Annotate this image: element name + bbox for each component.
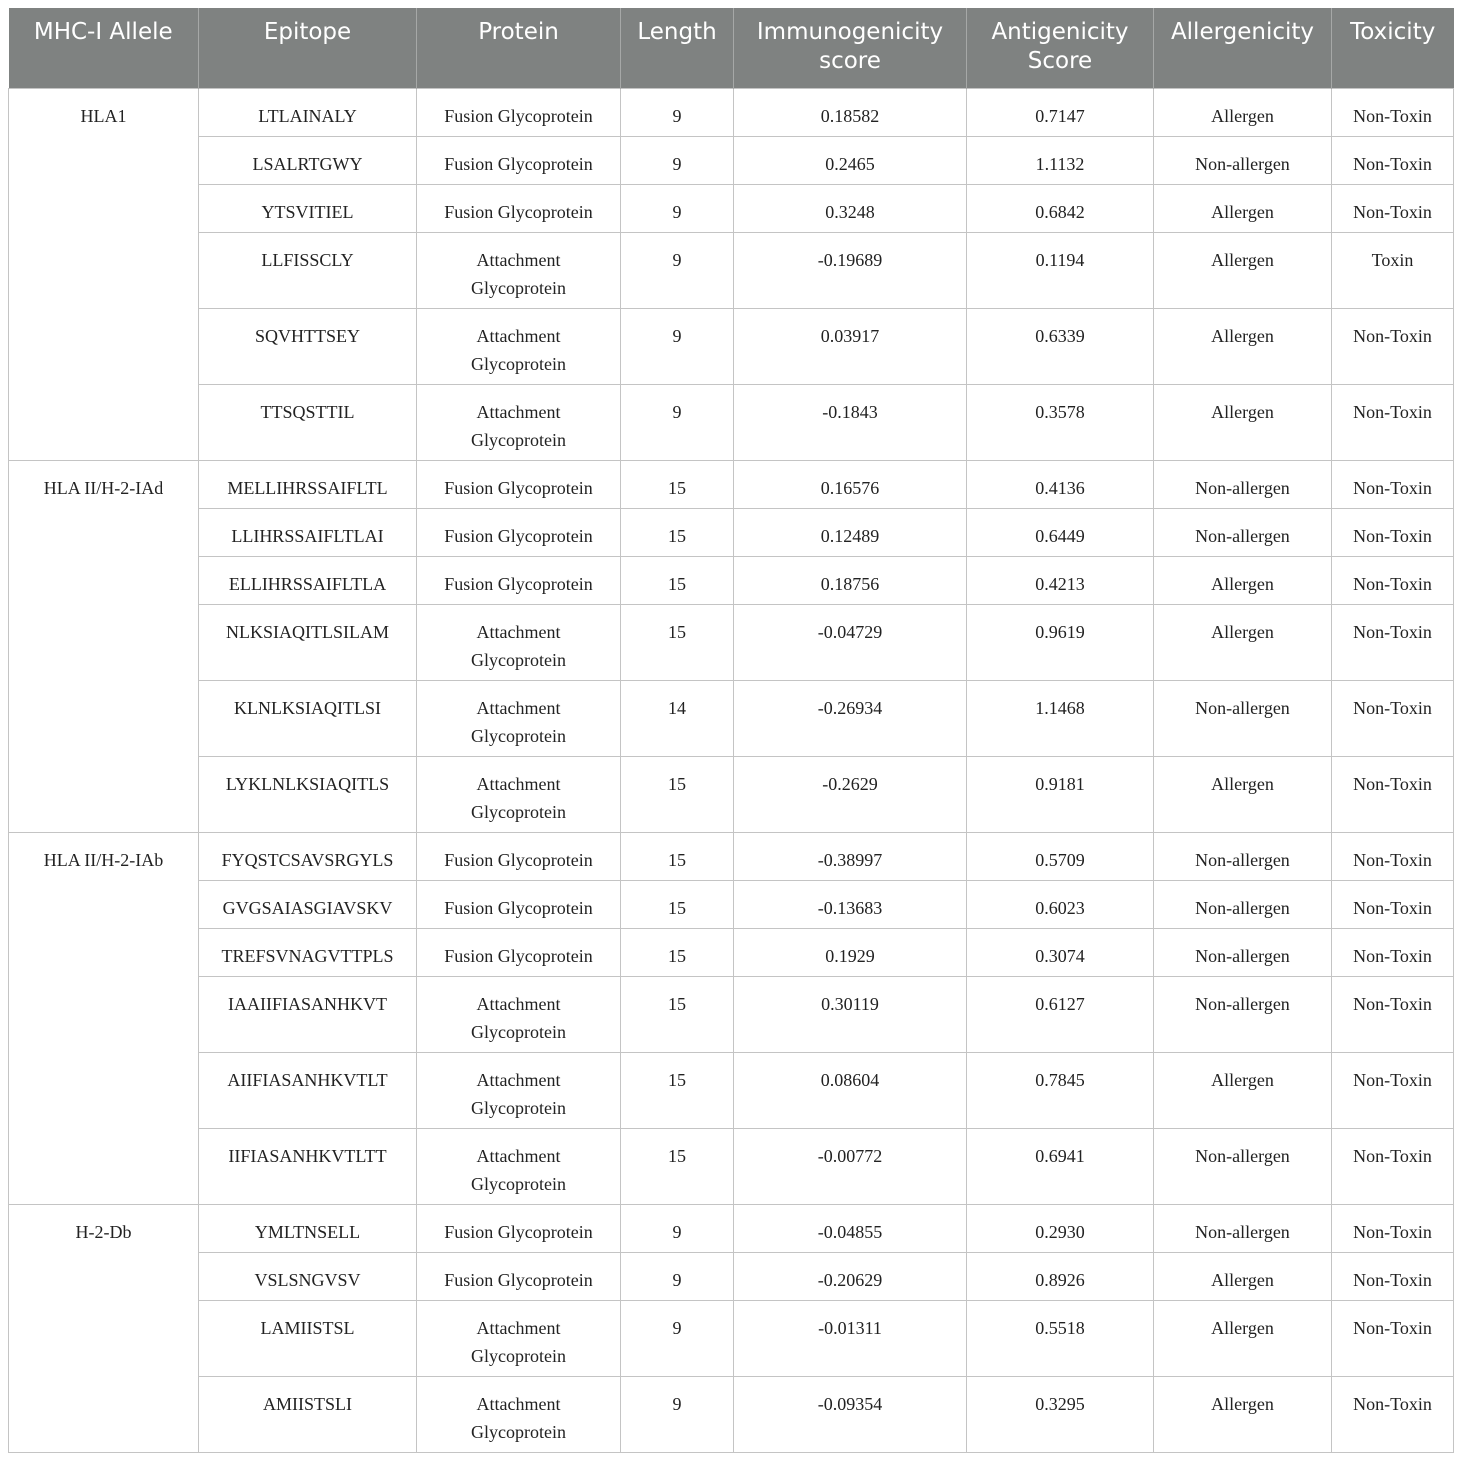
protein-text: Fusion Glycoprotein xyxy=(444,105,593,126)
epitope-cell: SQVHTTSEY xyxy=(199,308,417,384)
allergenicity-cell: Allergen xyxy=(1154,1052,1332,1128)
protein-text: Fusion Glycoprotein xyxy=(444,525,593,546)
allele-cell: HLA II/H-2-IAb xyxy=(9,832,199,1204)
epitope-cell: IAAIIFIASANHKVT xyxy=(199,976,417,1052)
toxicity-cell: Non-Toxin xyxy=(1332,1252,1454,1300)
antigenicity-cell: 0.6339 xyxy=(967,308,1154,384)
protein-text: Attachment Glycoprotein xyxy=(471,993,566,1042)
immunogenicity-cell: -0.20629 xyxy=(734,1252,967,1300)
protein-text: Attachment Glycoprotein xyxy=(471,1317,566,1366)
table-row xyxy=(9,1252,1454,1300)
protein-cell xyxy=(417,604,621,680)
protein-cell xyxy=(417,928,621,976)
length-cell: 9 xyxy=(621,308,734,384)
protein-text: Attachment Glycoprotein xyxy=(471,325,566,374)
antigenicity-cell: 0.6449 xyxy=(967,508,1154,556)
protein-cell xyxy=(417,756,621,832)
table-row xyxy=(9,880,1454,928)
antigenicity-cell: 1.1468 xyxy=(967,680,1154,756)
antigenicity-cell: 0.4213 xyxy=(967,556,1154,604)
protein-cell xyxy=(417,232,621,308)
toxicity-cell: Non-Toxin xyxy=(1332,508,1454,556)
table-row xyxy=(9,1128,1454,1204)
allergenicity-cell: Allergen xyxy=(1154,756,1332,832)
immunogenicity-cell: -0.04729 xyxy=(734,604,967,680)
toxicity-cell: Non-Toxin xyxy=(1332,1128,1454,1204)
allergenicity-cell: Allergen xyxy=(1154,232,1332,308)
immunogenicity-cell: 0.18756 xyxy=(734,556,967,604)
antigenicity-cell: 0.5709 xyxy=(967,832,1154,880)
protein-text: Attachment Glycoprotein xyxy=(471,1393,566,1442)
epitope-cell: LTLAINALY xyxy=(199,88,417,136)
antigenicity-cell: 0.3074 xyxy=(967,928,1154,976)
protein-cell xyxy=(417,184,621,232)
table-row xyxy=(9,832,1454,880)
length-cell: 15 xyxy=(621,756,734,832)
protein-cell xyxy=(417,1204,621,1252)
protein-text: Fusion Glycoprotein xyxy=(444,897,593,918)
allergenicity-cell: Non-allergen xyxy=(1154,832,1332,880)
protein-cell xyxy=(417,460,621,508)
protein-text: Attachment Glycoprotein xyxy=(471,697,566,746)
header-immunogenicity: Immunogenicity score xyxy=(734,8,967,88)
length-cell: 15 xyxy=(621,1128,734,1204)
allele-cell: H-2-Db xyxy=(9,1204,199,1452)
table-row xyxy=(9,88,1454,136)
toxicity-cell: Non-Toxin xyxy=(1332,1052,1454,1128)
immunogenicity-cell: -0.09354 xyxy=(734,1376,967,1452)
immunogenicity-cell: -0.13683 xyxy=(734,880,967,928)
protein-text: Fusion Glycoprotein xyxy=(444,849,593,870)
epitope-cell: IIFIASANHKVTLTT xyxy=(199,1128,417,1204)
epitope-cell: YMLTNSELL xyxy=(199,1204,417,1252)
toxicity-cell: Non-Toxin xyxy=(1332,680,1454,756)
allergenicity-cell: Non-allergen xyxy=(1154,1128,1332,1204)
length-cell: 15 xyxy=(621,460,734,508)
immunogenicity-cell: -0.00772 xyxy=(734,1128,967,1204)
protein-text: Attachment Glycoprotein xyxy=(471,249,566,298)
allergenicity-cell: Non-allergen xyxy=(1154,976,1332,1052)
table-body xyxy=(9,88,1454,1452)
antigenicity-cell: 0.4136 xyxy=(967,460,1154,508)
table-row xyxy=(9,680,1454,756)
epitope-cell: LSALRTGWY xyxy=(199,136,417,184)
protein-cell xyxy=(417,508,621,556)
toxicity-cell: Non-Toxin xyxy=(1332,832,1454,880)
protein-cell xyxy=(417,680,621,756)
protein-cell xyxy=(417,136,621,184)
length-cell: 9 xyxy=(621,88,734,136)
immunogenicity-cell: 0.03917 xyxy=(734,308,967,384)
immunogenicity-cell: -0.2629 xyxy=(734,756,967,832)
antigenicity-cell: 0.2930 xyxy=(967,1204,1154,1252)
table-row xyxy=(9,1300,1454,1376)
table-row xyxy=(9,1204,1454,1252)
antigenicity-cell: 1.1132 xyxy=(967,136,1154,184)
epitope-cell: YTSVITIEL xyxy=(199,184,417,232)
epitope-cell: MELLIHRSSAIFLTL xyxy=(199,460,417,508)
epitope-cell: LLIHRSSAIFLTLAI xyxy=(199,508,417,556)
allergenicity-cell: Allergen xyxy=(1154,1252,1332,1300)
toxicity-cell: Non-Toxin xyxy=(1332,184,1454,232)
allergenicity-cell: Non-allergen xyxy=(1154,460,1332,508)
epitope-cell: GVGSAIASGIAVSKV xyxy=(199,880,417,928)
immunogenicity-cell: 0.18582 xyxy=(734,88,967,136)
allergenicity-cell: Allergen xyxy=(1154,184,1332,232)
length-cell: 15 xyxy=(621,976,734,1052)
epitope-cell: AMIISTSLI xyxy=(199,1376,417,1452)
length-cell: 9 xyxy=(621,1300,734,1376)
header-row xyxy=(9,8,1454,88)
toxicity-cell: Non-Toxin xyxy=(1332,1376,1454,1452)
immunogenicity-cell: -0.19689 xyxy=(734,232,967,308)
toxicity-cell: Non-Toxin xyxy=(1332,556,1454,604)
length-cell: 9 xyxy=(621,232,734,308)
epitope-cell: FYQSTCSAVSRGYLS xyxy=(199,832,417,880)
length-cell: 15 xyxy=(621,880,734,928)
header-antigenicity: Antigenicity Score xyxy=(967,8,1154,88)
protein-text: Attachment Glycoprotein xyxy=(471,1069,566,1118)
epitope-cell: LAMIISTSL xyxy=(199,1300,417,1376)
antigenicity-cell: 0.8926 xyxy=(967,1252,1154,1300)
epitope-cell: TTSQSTTIL xyxy=(199,384,417,460)
antigenicity-cell: 0.7845 xyxy=(967,1052,1154,1128)
antigenicity-cell: 0.1194 xyxy=(967,232,1154,308)
protein-cell xyxy=(417,976,621,1052)
toxicity-cell: Non-Toxin xyxy=(1332,1300,1454,1376)
header-toxicity: Toxicity xyxy=(1332,8,1454,88)
allergenicity-cell: Non-allergen xyxy=(1154,880,1332,928)
toxicity-cell: Non-Toxin xyxy=(1332,976,1454,1052)
length-cell: 9 xyxy=(621,184,734,232)
epitope-cell: NLKSIAQITLSILAM xyxy=(199,604,417,680)
length-cell: 15 xyxy=(621,604,734,680)
protein-cell xyxy=(417,384,621,460)
header-length: Length xyxy=(621,8,734,88)
protein-cell xyxy=(417,1128,621,1204)
epitope-cell: LYKLNLKSIAQITLS xyxy=(199,756,417,832)
table-row xyxy=(9,1376,1454,1452)
table-row xyxy=(9,308,1454,384)
table-row xyxy=(9,460,1454,508)
length-cell: 15 xyxy=(621,1052,734,1128)
table-row xyxy=(9,976,1454,1052)
length-cell: 9 xyxy=(621,1204,734,1252)
allergenicity-cell: Allergen xyxy=(1154,1300,1332,1376)
immunogenicity-cell: 0.1929 xyxy=(734,928,967,976)
immunogenicity-cell: 0.2465 xyxy=(734,136,967,184)
table-row xyxy=(9,556,1454,604)
header-allele: MHC-I Allele xyxy=(9,8,199,88)
antigenicity-cell: 0.3295 xyxy=(967,1376,1154,1452)
allergenicity-cell: Non-allergen xyxy=(1154,136,1332,184)
table-row xyxy=(9,184,1454,232)
immunogenicity-cell: -0.38997 xyxy=(734,832,967,880)
header-epitope: Epitope xyxy=(199,8,417,88)
length-cell: 9 xyxy=(621,1376,734,1452)
protein-cell xyxy=(417,1052,621,1128)
table-row xyxy=(9,384,1454,460)
antigenicity-cell: 0.6941 xyxy=(967,1128,1154,1204)
protein-text: Fusion Glycoprotein xyxy=(444,201,593,222)
epitope-table xyxy=(8,8,1454,1453)
header-allergenicity: Allergenicity xyxy=(1154,8,1332,88)
allergenicity-cell: Non-allergen xyxy=(1154,680,1332,756)
antigenicity-cell: 0.3578 xyxy=(967,384,1154,460)
toxicity-cell: Non-Toxin xyxy=(1332,604,1454,680)
table-row xyxy=(9,232,1454,308)
allergenicity-cell: Allergen xyxy=(1154,556,1332,604)
allergenicity-cell: Allergen xyxy=(1154,384,1332,460)
allergenicity-cell: Non-allergen xyxy=(1154,928,1332,976)
allergenicity-cell: Allergen xyxy=(1154,1376,1332,1452)
allergenicity-cell: Non-allergen xyxy=(1154,1204,1332,1252)
protein-cell xyxy=(417,1252,621,1300)
allergenicity-cell: Allergen xyxy=(1154,604,1332,680)
allele-cell: HLA II/H-2-IAd xyxy=(9,460,199,832)
immunogenicity-cell: 0.12489 xyxy=(734,508,967,556)
epitope-cell: TREFSVNAGVTTPLS xyxy=(199,928,417,976)
antigenicity-cell: 0.6023 xyxy=(967,880,1154,928)
protein-text: Fusion Glycoprotein xyxy=(444,153,593,174)
protein-cell xyxy=(417,556,621,604)
toxicity-cell: Non-Toxin xyxy=(1332,460,1454,508)
protein-cell xyxy=(417,1300,621,1376)
table-row xyxy=(9,756,1454,832)
epitope-cell: KLNLKSIAQITLSI xyxy=(199,680,417,756)
toxicity-cell: Non-Toxin xyxy=(1332,384,1454,460)
allergenicity-cell: Non-allergen xyxy=(1154,508,1332,556)
protein-text: Attachment Glycoprotein xyxy=(471,1145,566,1194)
length-cell: 15 xyxy=(621,508,734,556)
epitope-cell: VSLSNGVSV xyxy=(199,1252,417,1300)
immunogenicity-cell: -0.01311 xyxy=(734,1300,967,1376)
toxicity-cell: Toxin xyxy=(1332,232,1454,308)
immunogenicity-cell: 0.08604 xyxy=(734,1052,967,1128)
toxicity-cell: Non-Toxin xyxy=(1332,308,1454,384)
protein-text: Attachment Glycoprotein xyxy=(471,621,566,670)
header-protein: Protein xyxy=(417,8,621,88)
protein-cell xyxy=(417,880,621,928)
protein-text: Fusion Glycoprotein xyxy=(444,1221,593,1242)
protein-text: Attachment Glycoprotein xyxy=(471,773,566,822)
antigenicity-cell: 0.6127 xyxy=(967,976,1154,1052)
toxicity-cell: Non-Toxin xyxy=(1332,756,1454,832)
antigenicity-cell: 0.9619 xyxy=(967,604,1154,680)
antigenicity-cell: 0.7147 xyxy=(967,88,1154,136)
protein-cell xyxy=(417,832,621,880)
protein-text: Fusion Glycoprotein xyxy=(444,477,593,498)
table-row xyxy=(9,604,1454,680)
protein-text: Fusion Glycoprotein xyxy=(444,573,593,594)
toxicity-cell: Non-Toxin xyxy=(1332,928,1454,976)
toxicity-cell: Non-Toxin xyxy=(1332,880,1454,928)
protein-cell xyxy=(417,88,621,136)
length-cell: 15 xyxy=(621,832,734,880)
table-row xyxy=(9,1052,1454,1128)
immunogenicity-cell: -0.1843 xyxy=(734,384,967,460)
table-row xyxy=(9,508,1454,556)
immunogenicity-cell: -0.26934 xyxy=(734,680,967,756)
immunogenicity-cell: 0.16576 xyxy=(734,460,967,508)
table-row xyxy=(9,136,1454,184)
allergenicity-cell: Allergen xyxy=(1154,88,1332,136)
allergenicity-cell: Allergen xyxy=(1154,308,1332,384)
immunogenicity-cell: 0.3248 xyxy=(734,184,967,232)
protein-text: Attachment Glycoprotein xyxy=(471,401,566,450)
immunogenicity-cell: 0.30119 xyxy=(734,976,967,1052)
length-cell: 14 xyxy=(621,680,734,756)
allele-cell: HLA1 xyxy=(9,88,199,460)
protein-text: Fusion Glycoprotein xyxy=(444,945,593,966)
length-cell: 15 xyxy=(621,928,734,976)
toxicity-cell: Non-Toxin xyxy=(1332,136,1454,184)
epitope-cell: AIIFIASANHKVTLT xyxy=(199,1052,417,1128)
protein-cell xyxy=(417,308,621,384)
antigenicity-cell: 0.5518 xyxy=(967,1300,1154,1376)
epitope-cell: LLFISSCLY xyxy=(199,232,417,308)
epitope-cell: ELLIHRSSAIFLTLA xyxy=(199,556,417,604)
length-cell: 9 xyxy=(621,136,734,184)
toxicity-cell: Non-Toxin xyxy=(1332,88,1454,136)
length-cell: 9 xyxy=(621,384,734,460)
antigenicity-cell: 0.9181 xyxy=(967,756,1154,832)
length-cell: 9 xyxy=(621,1252,734,1300)
antigenicity-cell: 0.6842 xyxy=(967,184,1154,232)
protein-text: Fusion Glycoprotein xyxy=(444,1269,593,1290)
length-cell: 15 xyxy=(621,556,734,604)
toxicity-cell: Non-Toxin xyxy=(1332,1204,1454,1252)
table-row xyxy=(9,928,1454,976)
immunogenicity-cell: -0.04855 xyxy=(734,1204,967,1252)
protein-cell xyxy=(417,1376,621,1452)
